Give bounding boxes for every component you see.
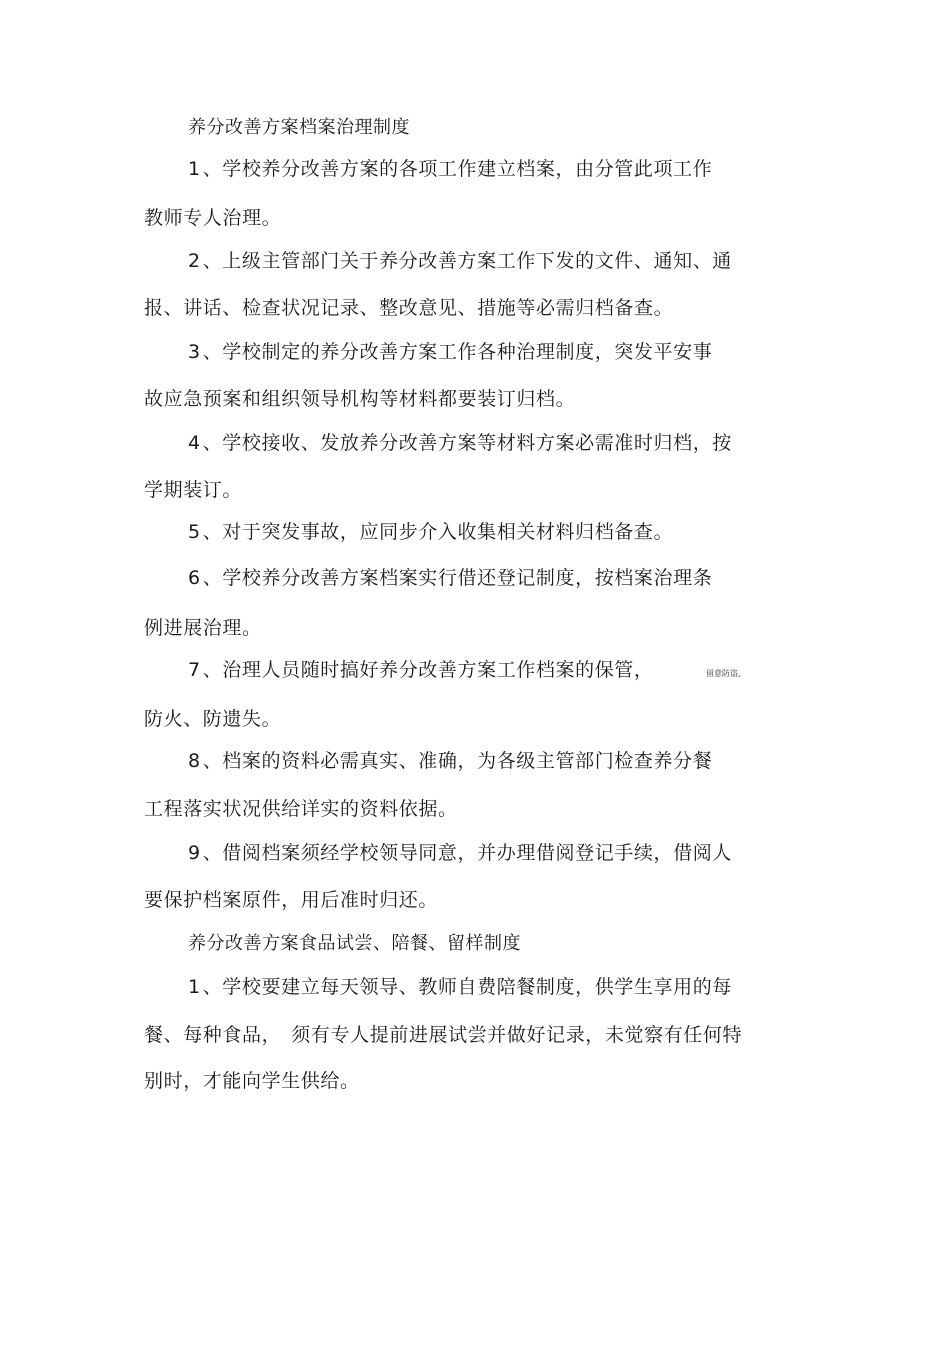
item-number: 2 [188, 250, 201, 272]
item-text: 、学校养分改善方案档案实行借还登记制度，按档案治理条 [202, 567, 713, 589]
item-continuation: 教师专人治理。 [144, 207, 282, 229]
item-text: 、对于突发事故，应同步介入收集相关材料归档备查。 [202, 521, 674, 543]
item-number: 8 [188, 750, 201, 772]
item-continuation: 故应急预案和组织领导机构等材料都要装订归档。 [144, 388, 576, 410]
item-continuation: 防火、防遗失。 [144, 708, 282, 730]
item-number: 5 [188, 521, 201, 543]
item-text: 、治理人员随时搞好养分改善方案工作档案的保管， [202, 659, 654, 681]
item-continuation: 餐、每种食品， 须有专人提前进展试尝并做好记录，未觉察有任何特 [144, 1024, 743, 1046]
item-number: 4 [188, 432, 201, 454]
item-number: 9 [188, 842, 201, 864]
list-item [188, 749, 712, 773]
list-item [188, 340, 712, 364]
item-text: 、档案的资料必需真实、准确，为各级主管部门检查养分餐 [202, 750, 713, 772]
item-continuation: 要保护档案原件，用后准时归还。 [144, 889, 439, 911]
item-continuation: 别时，才能向学生供给。 [144, 1070, 360, 1092]
section-title: 养分改善方案食品试尝、陪餐、留样制度 [188, 933, 521, 954]
section-title: 养分改善方案档案治理制度 [188, 117, 410, 138]
list-item [188, 841, 732, 865]
item-number: 1 [188, 976, 201, 998]
list-item [188, 520, 673, 544]
list-item [188, 566, 712, 590]
item-text: 、借阅档案须经学校领导同意，并办理借阅登记手续，借阅人 [202, 842, 732, 864]
item-number: 6 [188, 567, 201, 589]
list-item [188, 658, 654, 682]
item-number: 7 [188, 659, 201, 681]
small-note: 留意防盗、 [706, 669, 746, 678]
item-continuation: 报、讲话、检查状况记录、整改意见、措施等必需归档备查。 [144, 297, 674, 319]
item-continuation: 工程落实状况供给详实的资料依据。 [144, 798, 458, 820]
item-text: 、上级主管部门关于养分改善方案工作下发的文件、通知、通 [202, 250, 732, 272]
item-number: 3 [188, 341, 201, 363]
list-item [188, 157, 712, 181]
item-continuation: 例进展治理。 [144, 617, 262, 639]
item-text: 、学校接收、发放养分改善方案等材料方案必需准时归档，按 [202, 432, 732, 454]
item-continuation: 学期装订。 [144, 479, 243, 501]
list-item [188, 431, 732, 455]
item-text: 、学校制定的养分改善方案工作各种治理制度，突发平安事 [202, 341, 713, 363]
list-item [188, 249, 732, 273]
list-item [188, 975, 732, 999]
item-text: 、学校要建立每天领导、教师自费陪餐制度，供学生享用的每 [202, 976, 732, 998]
item-number: 1 [188, 158, 201, 180]
item-text: 、学校养分改善方案的各项工作建立档案，由分管此项工作 [202, 158, 713, 180]
